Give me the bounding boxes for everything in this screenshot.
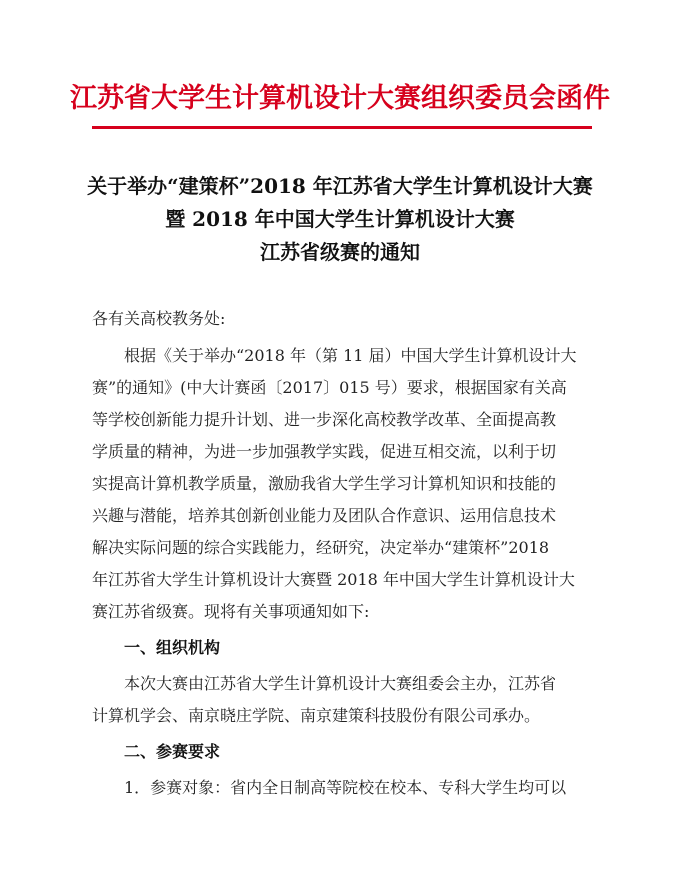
paragraph-1-line: 兴趣与潜能，培养其创新创业能力及团队合作意识、运用信息技术 <box>92 506 557 525</box>
letterhead-title: 江苏省大学生计算机设计大赛组织委员会函件 <box>70 83 610 114</box>
letterhead-red-rule <box>92 126 592 129</box>
paragraph-1-line: 根据《关于举办“2018 年（第 11 届）中国大学生计算机设计大 <box>124 346 577 365</box>
section-2-item-1: 1．参赛对象：省内全日制高等院校在校本、专科大学生均可以 <box>124 778 567 797</box>
paragraph-1-line: 赛江苏省级赛。现将有关事项通知如下: <box>92 602 370 621</box>
paragraph-1-line: 学质量的精神，为进一步加强教学实践，促进互相交流，以利于切 <box>92 442 557 461</box>
paragraph-1-line: 等学校创新能力提升计划、进一步深化高校教学改革、全面提高教 <box>92 410 557 429</box>
notice-title-line-2: 暨 2018 年中国大学生计算机设计大赛 <box>165 207 515 231</box>
section-2-heading: 二、参赛要求 <box>124 742 221 761</box>
section-1-line: 本次大赛由江苏省大学生计算机设计大赛组委会主办，江苏省 <box>124 674 557 693</box>
section-1-heading: 一、组织机构 <box>124 638 221 657</box>
notice-title-line-3: 江苏省级赛的通知 <box>260 240 420 264</box>
section-1-line: 计算机学会、南京晓庄学院、南京建策科技股份有限公司承办。 <box>92 706 541 725</box>
paragraph-1-line: 年江苏省大学生计算机设计大赛暨 2018 年中国大学生计算机设计大 <box>92 570 575 589</box>
notice-title-line-1: 关于举办“建策杯”2018 年江苏省大学生计算机设计大赛 <box>87 174 593 198</box>
paragraph-1-line: 赛”的通知》(中大计赛函〔2017〕015 号）要求，根据国家有关高 <box>92 378 567 397</box>
paragraph-1-line: 实提高计算机教学质量，激励我省大学生学习计算机知识和技能的 <box>92 474 557 493</box>
paragraph-1-line: 解决实际问题的综合实践能力，经研究，决定举办“建策杯”2018 <box>92 538 550 557</box>
salutation: 各有关高校教务处: <box>92 309 226 328</box>
